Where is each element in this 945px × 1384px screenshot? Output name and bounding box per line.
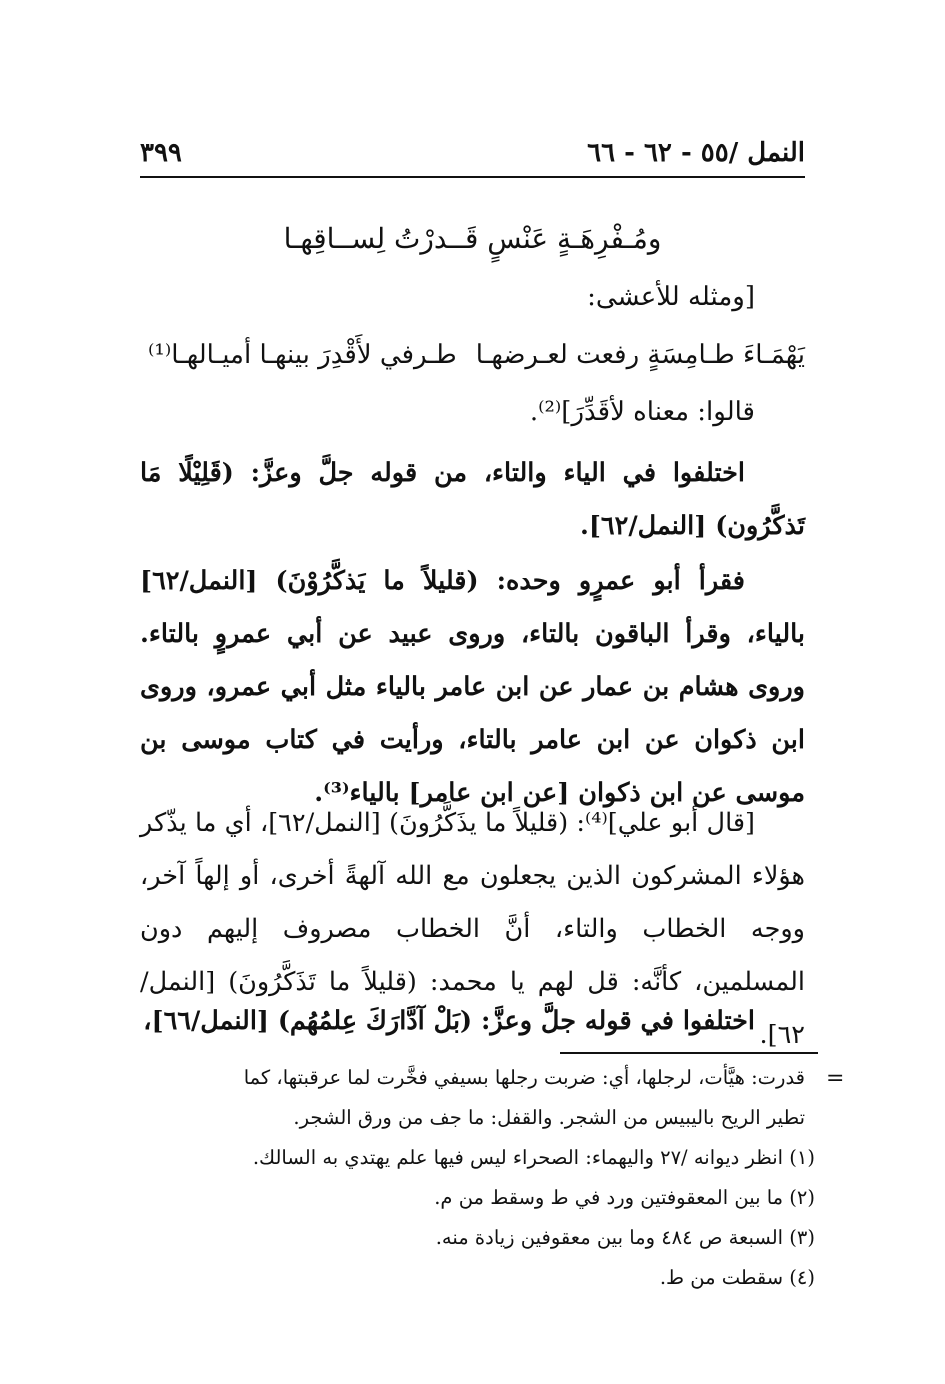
footnote-continuation-line-1: قدرت: هيَّأت، لرجلها، أي: ضربت رجلها بسيفي فخَّرت لما عرقبتها، كما — [243, 1066, 805, 1089]
page-number: ٣٩٩ — [140, 138, 182, 168]
footnote-1: (١) انظر ديوانه /٢٧ واليهماء: الصحراء ليس فيها علم يهتدي به السالك. — [252, 1146, 815, 1169]
page-header — [140, 130, 805, 180]
paragraph-commentary: [قال أبو علي]⁽⁴⁾: (قليلاً ما يذَكَّرُونَ) [النمل/٦٢]، أي ما يذّكر هؤلاء المشركون الذين يجعلون مع الله آلهةً أخرى، أو إلهاً آخر، ووجه الخطاب والتاء، أنَّ الخطاب مصروف إليهم دون المسلمين، كأنَّه: قل لهم يا محمد: (قليلاً ما تَذَكَّرُونَ) [النمل/٦٢]. — [140, 808, 805, 1050]
attribution-line: [ومثله للأعشى: — [587, 282, 755, 312]
footnote-continuation-mark: = — [826, 1066, 845, 1091]
footnote-2: (٢) ما بين المعقوفتين ورد في ط وسقط من م. — [434, 1186, 815, 1209]
explanation-line: قالوا: معناه لأقَدِّرَ]⁽²⁾. — [529, 397, 755, 427]
paragraph-qiraat-3: اختلفوا في قوله جلَّ وعزَّ: (بَلْ آدَّارَكَ عِلمُهُم) [النمل/٦٦]، — [143, 1006, 755, 1036]
footnote-continuation-line-2: تطير الريح باليبيس من الشجر. والقفل: ما جف من ورق الشجر. — [293, 1106, 805, 1129]
paragraph-qiraat-1: اختلفوا في الياء والتاء، من قوله جلَّ وعزَّ: (قَلِيْلًا مَا تَذكَّرُون) [النمل/٦٢]. — [140, 458, 805, 541]
poetry-verse-2-left: طـرفي لأَقْدِرَ بينهـا أميـالهـا⁽¹⁾ — [148, 340, 457, 370]
paragraph-qiraat-2: فقرأ أبو عمرٍو وحده: (قليلاً ما يَذكَّرُوْنَ) [النمل/٦٢] بالياء، وقرأ الباقون بالتاء، وروى عبيد عن أبي عمروٍ بالتاء. وروى هشام بن عمار عن ابن عامر بالياء مثل أبي عمرو، وروى ابن ذكوان عن ابن عامر بالتاء، ورأيت في كتاب موسى بن موسى عن ابن ذكوان [عن ابن عامر] بالياء⁽³⁾. — [140, 566, 805, 808]
poetry-verse-1: ومُـفْرِهَـةٍ عَنْسٍ قَــدرْتُ لِســاقِهـا — [283, 222, 662, 255]
footnote-4: (٤) سقطت من ط. — [659, 1266, 815, 1289]
running-title: النمل /٥٥ - ٦٢ - ٦٦ — [587, 138, 805, 168]
footnote-rule — [560, 1052, 818, 1054]
footnote-3: (٣) السبعة ص ٤٨٤ وما بين معقوفين زيادة منه. — [435, 1226, 815, 1249]
poetry-verse-2-right: يَهْمَـاءَ طـامِسَةٍ رفعت لعـرضهـا — [475, 340, 805, 370]
header-rule — [140, 176, 805, 178]
